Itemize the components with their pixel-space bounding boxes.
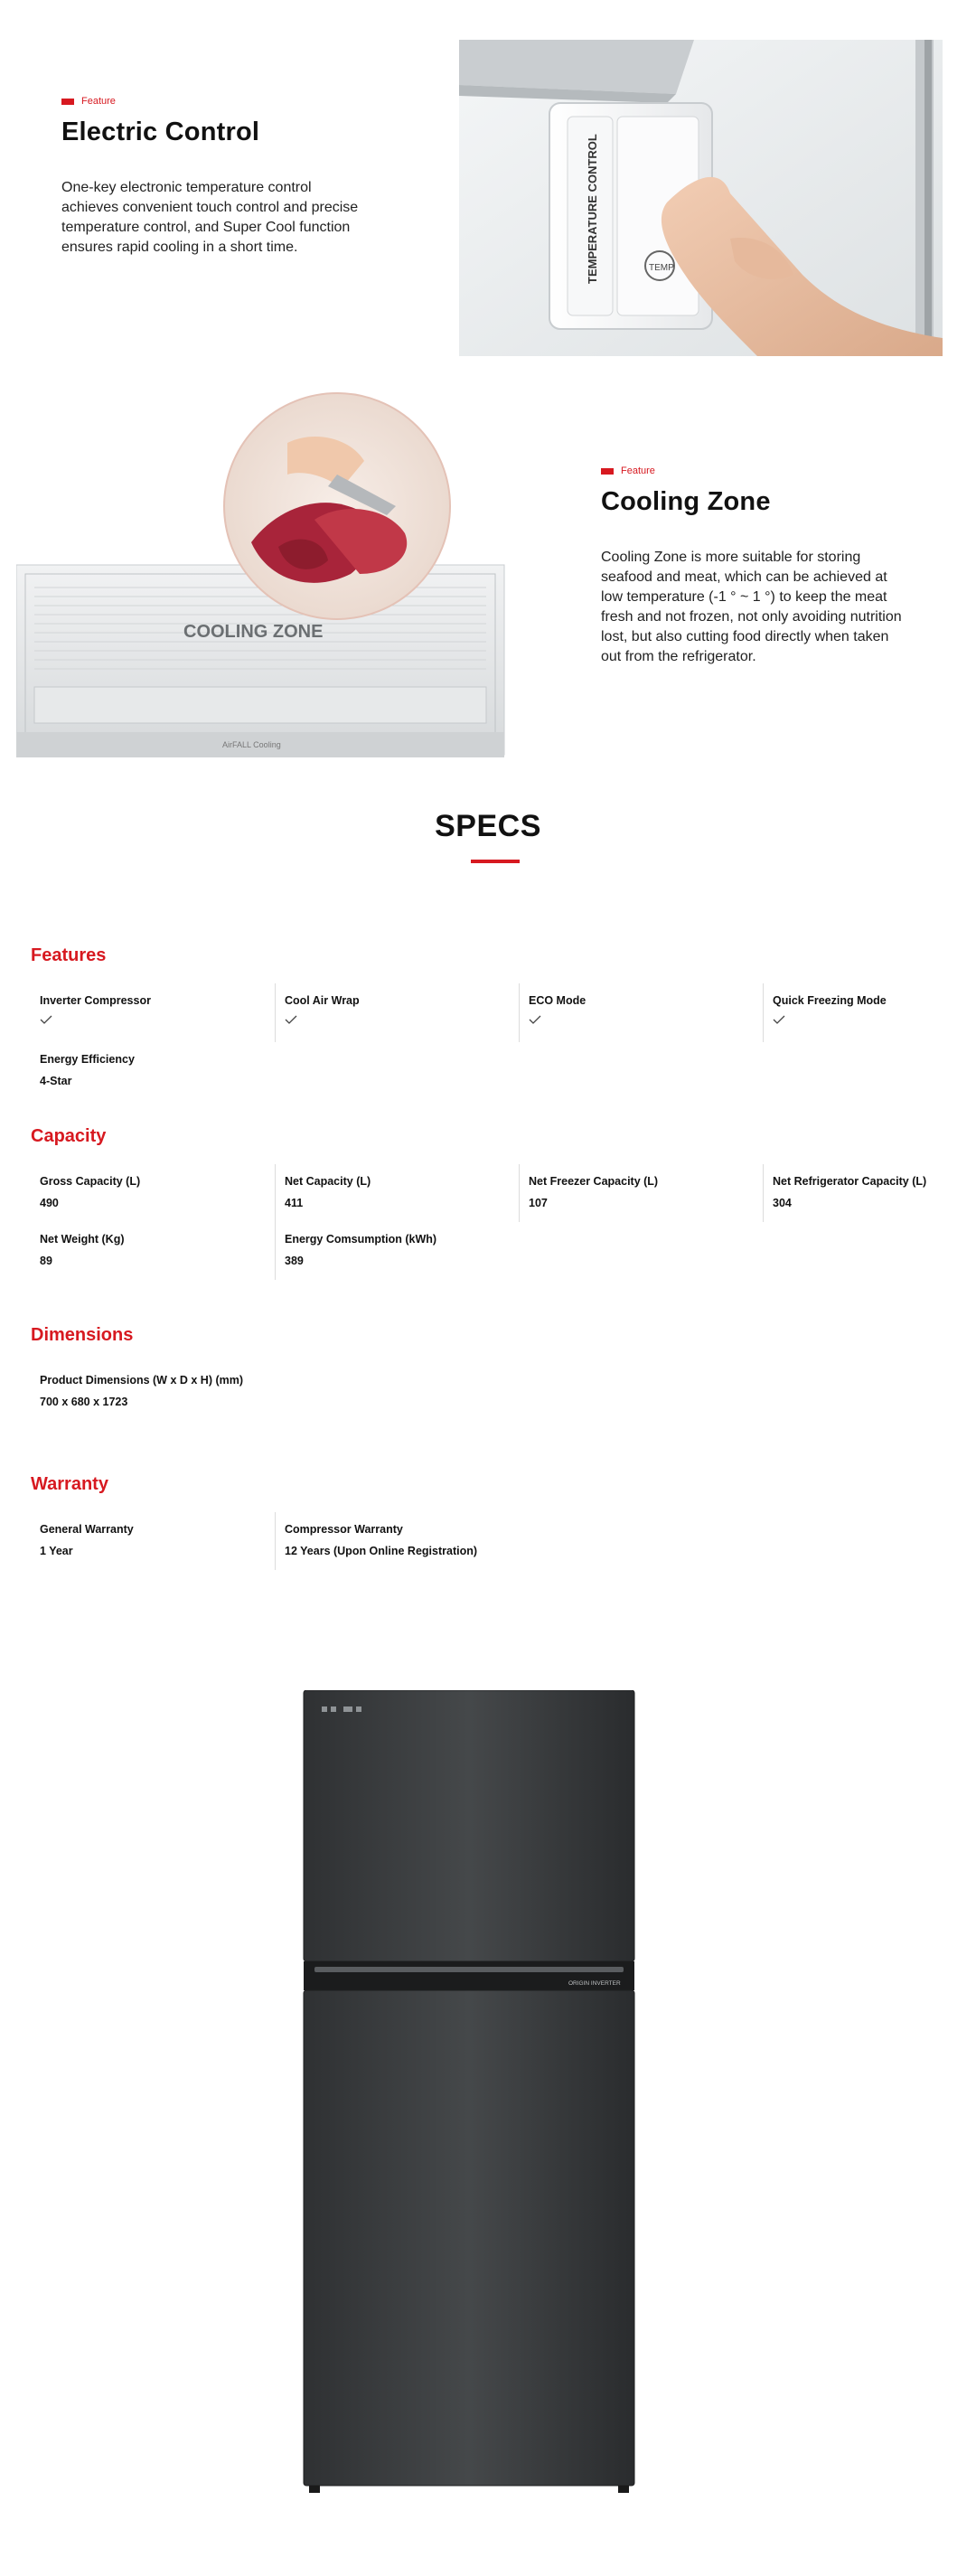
spec-label: Net Capacity (L): [285, 1175, 371, 1188]
spec-group-title: Features: [31, 945, 107, 965]
spec-grid: [31, 1164, 971, 1280]
spec-item: [31, 1042, 275, 1100]
spec-value: 490: [40, 1197, 59, 1209]
spec-item: [275, 983, 519, 1042]
spec-item: [31, 983, 275, 1042]
spec-group-title: Dimensions: [31, 1325, 134, 1345]
product-image: [302, 1690, 636, 2495]
feature-description: Cooling Zone is more suitable for storing seafood and meat, which can be achieved at low temperature (-1 ° ~ 1 °) to keep the meat fresh and not frozen, not only avoiding nutrition lost, but also cutting food directly when taken out from the refrigerator.: [601, 550, 902, 664]
spec-label: Energy Efficiency: [40, 1053, 135, 1066]
drawer-sublabel: AirFALL Cooling: [222, 740, 281, 749]
spec-label: Product Dimensions (W x D x H) (mm): [40, 1374, 244, 1387]
spec-item: [275, 1222, 519, 1280]
spec-item: [763, 983, 976, 1042]
spec-item: [275, 1164, 519, 1222]
spec-value: 12 Years (Upon Online Registration): [285, 1545, 478, 1557]
panel-button-label: TEMP: [649, 263, 674, 273]
spec-grid: [31, 1363, 971, 1421]
specs-title-underline: [471, 860, 520, 863]
feature-tag: [601, 465, 913, 476]
spec-item: [31, 1512, 275, 1570]
spec-label: Compressor Warranty: [285, 1523, 403, 1536]
spec-label: Net Weight (Kg): [40, 1233, 125, 1246]
spec-label: ECO Mode: [529, 994, 587, 1007]
spec-item: [519, 1164, 763, 1222]
electric-control-illustration: [459, 40, 943, 356]
spec-label: Net Freezer Capacity (L): [529, 1175, 659, 1188]
feature-tag: [61, 96, 369, 107]
feature-tag-marker: [61, 99, 74, 105]
spec-value: 107: [529, 1197, 548, 1209]
spec-item: [31, 1363, 275, 1421]
feature-tag-label: Feature: [621, 465, 655, 476]
feature-text-block: [61, 96, 369, 258]
spec-label: Net Refrigerator Capacity (L): [773, 1175, 927, 1188]
feature-tag-label: Feature: [81, 96, 116, 107]
feature-title: Cooling Zone: [601, 487, 771, 516]
spec-group-title: Warranty: [31, 1474, 108, 1494]
feature-electric-control: [0, 0, 976, 371]
spec-group-title: Capacity: [31, 1126, 107, 1146]
check-icon: [773, 1014, 785, 1025]
spec-grid: [31, 1512, 971, 1570]
spec-item: [31, 1222, 275, 1280]
check-icon: [285, 1014, 297, 1025]
feature-cooling-zone: [0, 389, 976, 768]
product-badge: ORIGIN INVERTER: [568, 1980, 621, 1987]
cooling-zone-illustration: [16, 389, 509, 759]
spec-label: Quick Freezing Mode: [773, 994, 887, 1007]
specs-title: SPECS: [435, 809, 541, 843]
spec-label: Energy Comsumption (kWh): [285, 1233, 437, 1246]
cooling-zone-image: [16, 389, 509, 759]
spec-value: 700 x 680 x 1723: [40, 1396, 128, 1408]
feature-text-block: [601, 465, 913, 667]
electric-control-image: [459, 40, 943, 356]
spec-label: General Warranty: [40, 1523, 134, 1536]
spec-item: [519, 983, 763, 1042]
spec-grid: [31, 983, 971, 1100]
feature-title: Electric Control: [61, 118, 260, 146]
feature-tag-marker: [601, 468, 614, 475]
check-icon: [40, 1014, 52, 1025]
spec-label: Gross Capacity (L): [40, 1175, 141, 1188]
spec-item: [31, 1164, 275, 1222]
spec-value: 1 Year: [40, 1545, 73, 1557]
spec-label: Inverter Compressor: [40, 994, 151, 1007]
spec-value: 89: [40, 1255, 52, 1267]
spec-value: 411: [285, 1197, 304, 1209]
refrigerator-illustration: [302, 1690, 636, 2495]
spec-label: Cool Air Wrap: [285, 994, 360, 1007]
spec-value: 4-Star: [40, 1075, 72, 1087]
spec-item: [763, 1164, 976, 1222]
panel-label: TEMPERATURE CONTROL: [586, 134, 599, 284]
drawer-label: COOLING ZONE: [183, 622, 324, 642]
check-icon: [529, 1014, 541, 1025]
feature-description: One-key electronic temperature control achieves convenient touch control and precise temperature control, and Super Cool function ensures rapid cooling in a short time.: [61, 180, 359, 255]
spec-value: 389: [285, 1255, 304, 1267]
spec-value: 304: [773, 1197, 792, 1209]
spec-item: [275, 1512, 519, 1570]
